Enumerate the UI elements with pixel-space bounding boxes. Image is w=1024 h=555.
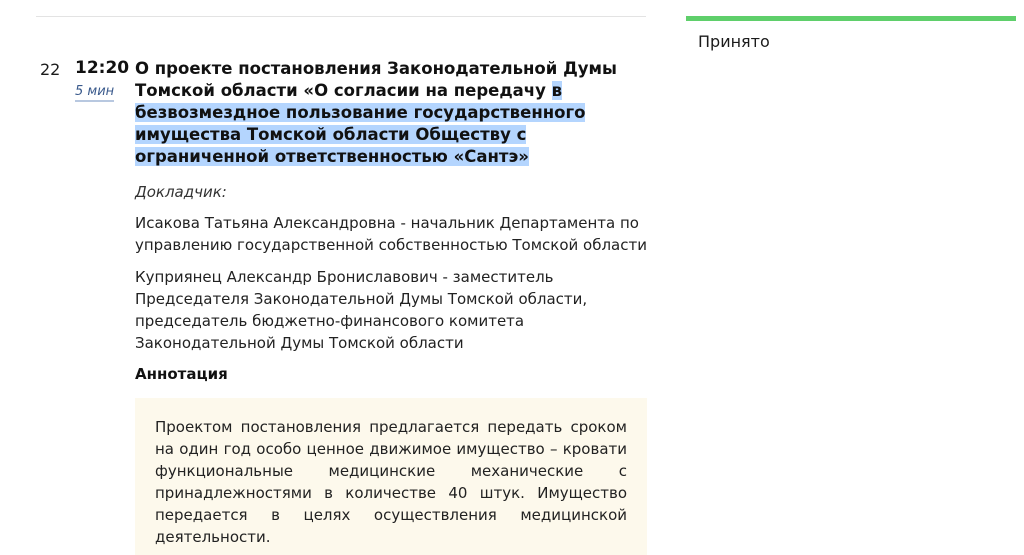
status-label: Принято — [698, 32, 770, 51]
speaker-1: Исакова Татьяна Александровна - начальник Департамента по управлению государственной собственностью Томской области — [135, 214, 647, 254]
status-indicator-bar — [686, 16, 1016, 21]
agenda-item-content — [135, 58, 647, 555]
annotation-label: Аннотация — [135, 365, 228, 383]
annotation-box — [135, 398, 647, 555]
agenda-item-title-text: О проекте постановления Законодательной Думы Томской области «О согласии на передачу — [135, 59, 617, 100]
agenda-item-title[interactable] — [135, 58, 647, 168]
reporter-label: Докладчик: — [135, 183, 227, 201]
agenda-item-time: 12:20 — [75, 58, 130, 78]
top-divider — [36, 16, 646, 17]
speaker-2: Куприянец Александр Брониславович - заместитель Председателя Законодательной Думы Томской области, председатель бюджетно-финансового комитета Законодательной Думы Томской области — [135, 268, 588, 352]
agenda-item-number: 22 — [40, 60, 61, 79]
agenda-item-duration: 5 мин — [75, 84, 114, 102]
annotation-text: Проектом постановления предлагается передать сроком на один год особо ценное движимое имущество – кровати функциональные медицинские механические с принадлежностями в количестве 40 штук. Имущество передается в целях осуществления медицинской деятельности. — [155, 418, 627, 546]
agenda-item-title-selected-text: в безвозмездное пользование государственного имущества Томской области Обществу с ограниченной ответственностью «Сантэ» — [135, 81, 586, 166]
